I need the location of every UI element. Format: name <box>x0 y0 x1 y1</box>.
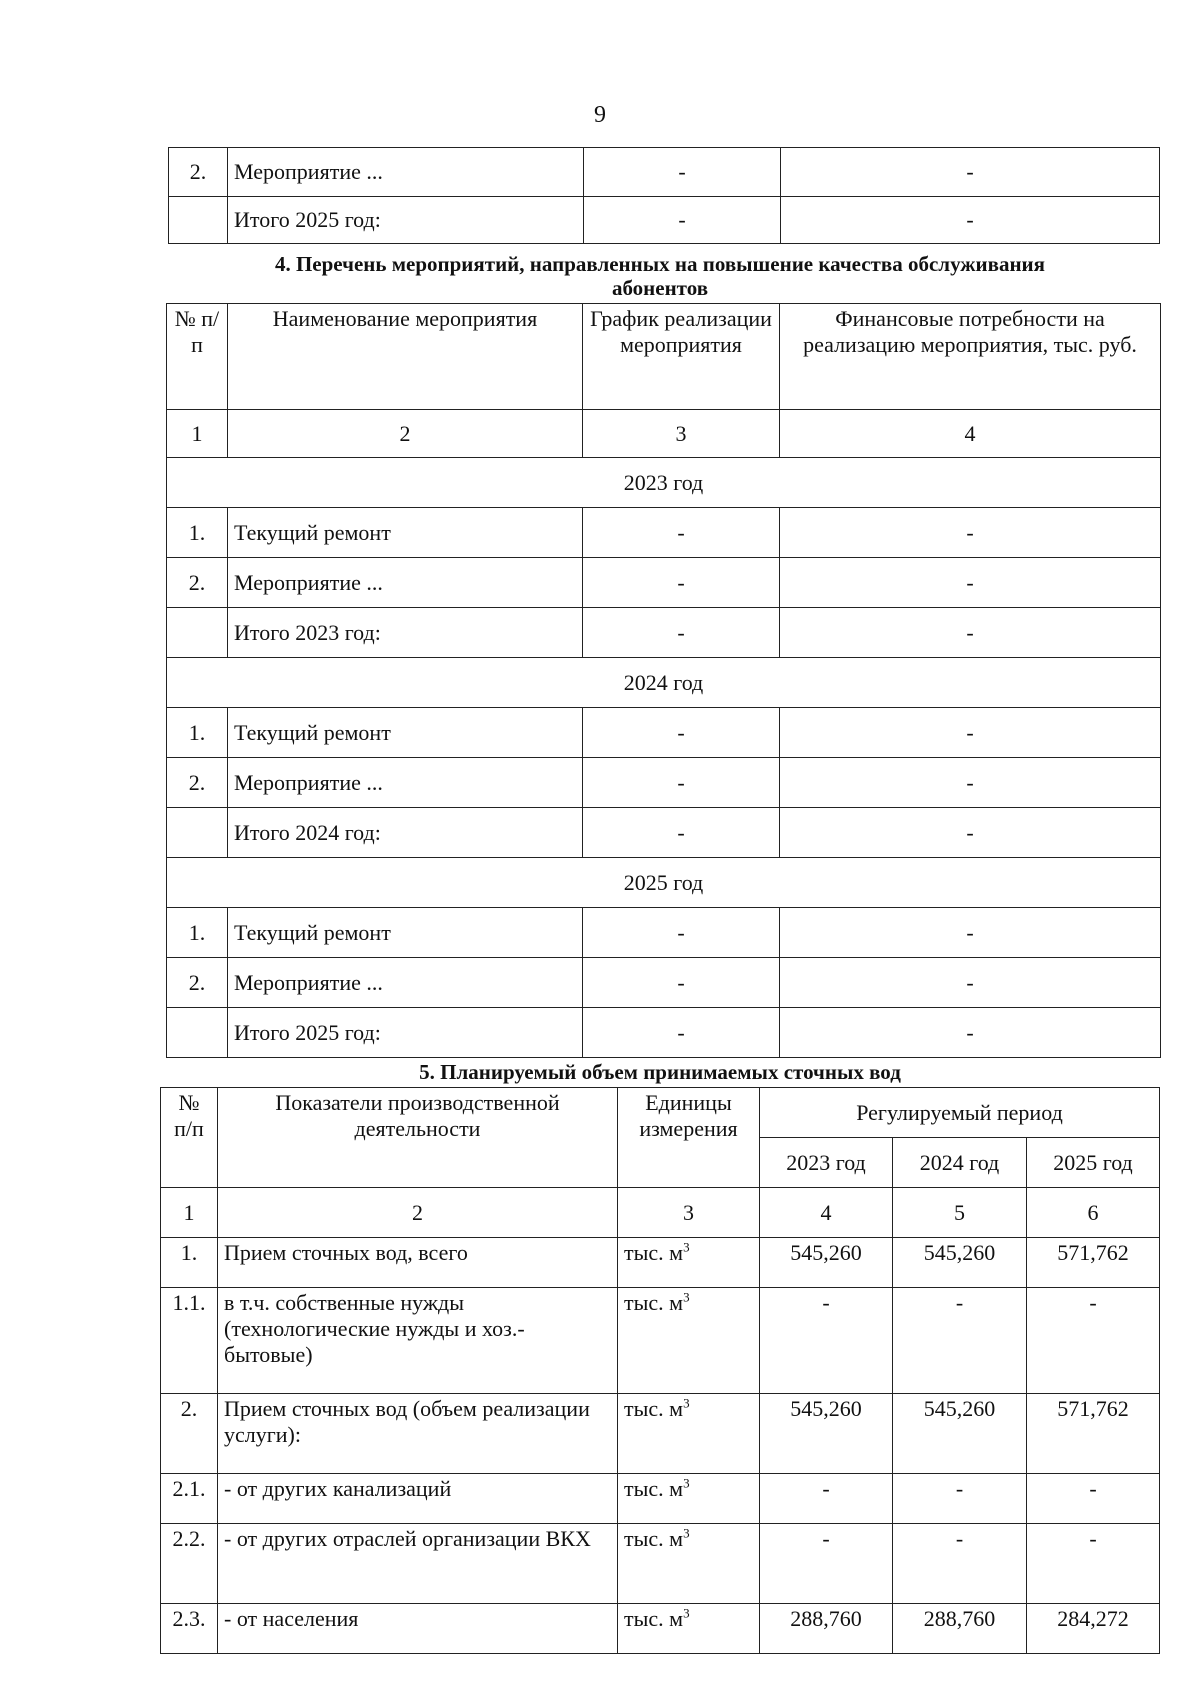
unit-text: тыс. м <box>624 1606 684 1631</box>
table-row <box>161 1474 1160 1524</box>
col-number: 4 <box>780 410 1161 458</box>
unit-cell <box>618 1288 760 1394</box>
table-row <box>167 758 1161 808</box>
year-row <box>167 458 1161 508</box>
row-number: 2. <box>167 558 228 608</box>
total-label: Итого 2025 год: <box>228 197 584 244</box>
unit-text: тыс. м <box>624 1240 684 1265</box>
col-number: 2 <box>228 410 583 458</box>
value-2023: 545,260 <box>760 1394 893 1474</box>
indicator-name: в т.ч. собственные нужды (технологические нужды и хоз.-бытовые) <box>218 1288 618 1394</box>
unit-superscript: 3 <box>683 1239 690 1255</box>
section-4-title <box>160 252 1160 300</box>
value-2025: - <box>1027 1474 1160 1524</box>
header-indicator: Показатели производственной деятельности <box>218 1088 618 1188</box>
measure-name: Мероприятие ... <box>228 558 583 608</box>
header-num: № п/п <box>161 1088 218 1188</box>
value-2025: - <box>1027 1524 1160 1604</box>
unit-superscript: 3 <box>683 1525 690 1541</box>
unit-cell <box>618 1524 760 1604</box>
measure-name: Текущий ремонт <box>228 908 583 958</box>
unit-superscript: 3 <box>683 1605 690 1621</box>
value-2023: 288,760 <box>760 1604 893 1654</box>
measure-name: Мероприятие ... <box>228 958 583 1008</box>
value-2023: - <box>760 1474 893 1524</box>
table-row <box>161 1394 1160 1474</box>
row-number: 2. <box>167 958 228 1008</box>
section-5-table <box>160 1087 1160 1654</box>
table-row <box>167 508 1161 558</box>
row-number: 1. <box>167 708 228 758</box>
col-number: 3 <box>583 410 780 458</box>
value-2025: - <box>1027 1288 1160 1394</box>
value-2024: 545,260 <box>893 1238 1027 1288</box>
section-4-table <box>166 303 1161 1058</box>
year-row <box>167 858 1161 908</box>
page-number: 9 <box>594 102 606 128</box>
year-row <box>167 658 1161 708</box>
row-number: 1. <box>167 908 228 958</box>
col-number: 1 <box>167 410 228 458</box>
unit-text: тыс. м <box>624 1290 684 1315</box>
unit-cell <box>618 1474 760 1524</box>
section-4-title-line-1: 4. Перечень мероприятий, направленных на повышение качества обслуживания <box>274 252 1046 276</box>
header-num: № п/п <box>167 304 228 410</box>
schedule-value: - <box>584 197 781 244</box>
header-finance: Финансовые потребности на реализацию мероприятия, тыс. руб. <box>780 304 1161 410</box>
column-number-row <box>161 1188 1160 1238</box>
value-2023: - <box>760 1524 893 1604</box>
table-row <box>161 1238 1160 1288</box>
row-number: 2. <box>169 148 228 197</box>
header-period: Регулируемый период <box>760 1088 1160 1138</box>
year-label: 2025 год <box>167 858 1161 908</box>
indicator-name: - от населения <box>218 1604 618 1654</box>
schedule-value: - <box>583 1008 780 1058</box>
header-unit: Единицы измерения <box>618 1088 760 1188</box>
table-row <box>161 1524 1160 1604</box>
header-row <box>167 304 1161 410</box>
unit-superscript: 3 <box>683 1475 690 1491</box>
unit-cell <box>618 1604 760 1654</box>
row-number: 2.2. <box>161 1524 218 1604</box>
unit-text: тыс. м <box>624 1396 684 1421</box>
unit-text: тыс. м <box>624 1526 684 1551</box>
row-number: 1.1. <box>161 1288 218 1394</box>
col-number: 5 <box>893 1188 1027 1238</box>
unit-cell <box>618 1394 760 1474</box>
row-number: 1. <box>167 508 228 558</box>
table-row <box>169 197 1160 244</box>
finance-value: - <box>780 708 1161 758</box>
total-label: Итого 2024 год: <box>228 808 583 858</box>
row-number: 2. <box>167 758 228 808</box>
unit-superscript: 3 <box>683 1289 690 1305</box>
year-label: 2024 год <box>167 658 1161 708</box>
measure-name: Мероприятие ... <box>228 148 584 197</box>
finance-value: - <box>780 508 1161 558</box>
unit-cell <box>618 1238 760 1288</box>
header-year-2025: 2025 год <box>1027 1138 1160 1188</box>
indicator-name: Прием сточных вод (объем реализации услуги): <box>218 1394 618 1474</box>
schedule-value: - <box>583 508 780 558</box>
finance-value: - <box>780 758 1161 808</box>
value-2025: 571,762 <box>1027 1238 1160 1288</box>
total-label: Итого 2023 год: <box>228 608 583 658</box>
value-2024: - <box>893 1288 1027 1394</box>
schedule-value: - <box>583 758 780 808</box>
row-number <box>169 197 228 244</box>
value-2023: - <box>760 1288 893 1394</box>
schedule-value: - <box>583 708 780 758</box>
value-2024: 288,760 <box>893 1604 1027 1654</box>
table-row <box>167 558 1161 608</box>
measure-name: Текущий ремонт <box>228 708 583 758</box>
row-number: 2.3. <box>161 1604 218 1654</box>
measure-name: Мероприятие ... <box>228 758 583 808</box>
value-2024: - <box>893 1524 1027 1604</box>
value-2025: 571,762 <box>1027 1394 1160 1474</box>
table-row <box>167 958 1161 1008</box>
year-label: 2023 год <box>167 458 1161 508</box>
finance-value: - <box>780 558 1161 608</box>
col-number: 2 <box>218 1188 618 1238</box>
row-number: 2.1. <box>161 1474 218 1524</box>
header-year-2024: 2024 год <box>893 1138 1027 1188</box>
section-4-title-line-2: абонентов <box>611 276 709 300</box>
finance-value: - <box>780 908 1161 958</box>
header-name: Наименование мероприятия <box>228 304 583 410</box>
unit-text: тыс. м <box>624 1476 684 1501</box>
header-year-2023: 2023 год <box>760 1138 893 1188</box>
header-schedule: График реализации мероприятия <box>583 304 780 410</box>
finance-value: - <box>780 608 1161 658</box>
table-row <box>167 908 1161 958</box>
value-2024: - <box>893 1474 1027 1524</box>
row-number: 1. <box>161 1238 218 1288</box>
table-row <box>161 1604 1160 1654</box>
measure-name: Текущий ремонт <box>228 508 583 558</box>
finance-value: - <box>780 1008 1161 1058</box>
value-2023: 545,260 <box>760 1238 893 1288</box>
row-number <box>167 608 228 658</box>
table-row <box>167 708 1161 758</box>
table-row <box>167 808 1161 858</box>
table-row <box>161 1288 1160 1394</box>
row-number: 2. <box>161 1394 218 1474</box>
finance-value: - <box>781 148 1160 197</box>
indicator-name: - от других канализаций <box>218 1474 618 1524</box>
table-row <box>167 1008 1161 1058</box>
value-2025: 284,272 <box>1027 1604 1160 1654</box>
table-row <box>169 148 1160 197</box>
col-number: 3 <box>618 1188 760 1238</box>
continuation-table <box>168 147 1160 244</box>
header-row <box>161 1088 1160 1138</box>
value-2024: 545,260 <box>893 1394 1027 1474</box>
unit-superscript: 3 <box>683 1395 690 1411</box>
table-row <box>167 608 1161 658</box>
total-label: Итого 2025 год: <box>228 1008 583 1058</box>
col-number: 4 <box>760 1188 893 1238</box>
schedule-value: - <box>583 558 780 608</box>
row-number <box>167 808 228 858</box>
finance-value: - <box>780 958 1161 1008</box>
column-number-row <box>167 410 1161 458</box>
section-5-title: 5. Планируемый объем принимаемых сточных вод <box>419 1060 901 1084</box>
schedule-value: - <box>583 908 780 958</box>
indicator-name: Прием сточных вод, всего <box>218 1238 618 1288</box>
schedule-value: - <box>583 808 780 858</box>
col-number: 1 <box>161 1188 218 1238</box>
indicator-name: - от других отраслей организации ВКХ <box>218 1524 618 1604</box>
col-number: 6 <box>1027 1188 1160 1238</box>
finance-value: - <box>780 808 1161 858</box>
schedule-value: - <box>583 958 780 1008</box>
row-number <box>167 1008 228 1058</box>
schedule-value: - <box>584 148 781 197</box>
schedule-value: - <box>583 608 780 658</box>
finance-value: - <box>781 197 1160 244</box>
